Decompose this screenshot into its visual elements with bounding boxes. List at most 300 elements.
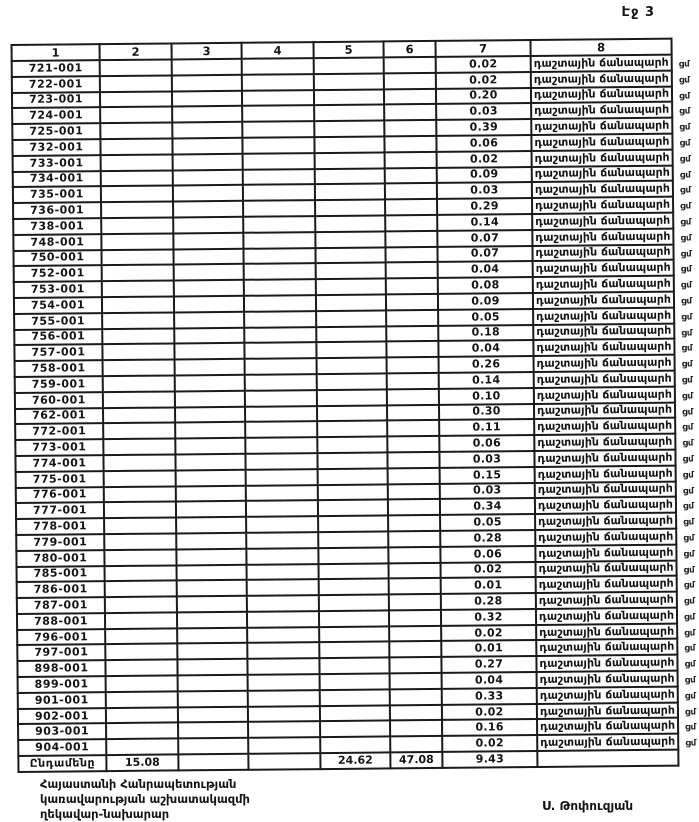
empty-cell	[320, 673, 390, 689]
empty-cell	[106, 691, 178, 707]
empty-cell	[174, 296, 244, 312]
row-code: 762-001	[15, 408, 103, 425]
empty-cell	[174, 343, 244, 359]
empty-cell	[177, 627, 247, 643]
empty-cell	[178, 706, 248, 722]
empty-cell	[246, 469, 318, 485]
empty-cell	[320, 737, 390, 753]
empty-cell	[177, 643, 247, 659]
row-value: 0.28	[441, 593, 536, 610]
row-road-label	[536, 576, 695, 593]
row-code: 773-001	[15, 439, 103, 456]
edge-fragment: ցմ	[682, 470, 694, 481]
empty-cell	[314, 136, 384, 152]
empty-cell	[384, 120, 436, 136]
edge-fragment: ցմ	[680, 264, 692, 275]
empty-cell	[105, 565, 177, 581]
empty-cell	[247, 564, 319, 580]
empty-cell	[100, 138, 172, 154]
row-road-label	[534, 418, 694, 435]
edge-fragment: ցմ	[680, 280, 692, 291]
footer-line-1: Հայաստանի Հանրապետության	[40, 777, 237, 791]
empty-cell	[314, 57, 384, 73]
edge-fragment: ցմ	[685, 738, 697, 749]
total-col6: 47.08	[390, 752, 442, 768]
edge-fragment: ցմ	[684, 707, 696, 718]
empty-cell	[315, 231, 385, 247]
road-label-text: դաշտային ճանապարհ	[533, 55, 669, 70]
row-value: 0.01	[441, 640, 536, 657]
row-value: 0.01	[441, 577, 536, 594]
empty-cell	[314, 121, 384, 137]
row-value: 0.18	[438, 325, 533, 342]
empty-cell	[318, 500, 388, 516]
road-label-text: դաշտային ճանապարհ	[538, 608, 675, 623]
empty-cell	[177, 659, 247, 675]
row-code: 759-001	[15, 376, 103, 393]
row-code: 899-001	[18, 676, 106, 693]
empty-cell	[390, 689, 442, 705]
road-label-text: դաշտային ճանապարհ	[536, 339, 672, 355]
empty-cell	[104, 470, 176, 486]
edge-fragment: ցմ	[684, 643, 696, 655]
edge-fragment: ցմ	[684, 675, 696, 686]
row-road-label	[536, 608, 696, 625]
edge-fragment: ցմ	[684, 659, 696, 670]
edge-fragment: ցմ	[682, 485, 694, 497]
row-value: 0.29	[437, 198, 532, 215]
road-label-text: դաշտային ճանապարհ	[537, 482, 673, 497]
empty-cell	[314, 105, 384, 121]
row-value: 0.28	[440, 530, 535, 547]
empty-cell	[104, 533, 176, 549]
row-road-label	[535, 544, 695, 561]
empty-cell	[178, 754, 248, 770]
empty-cell	[176, 469, 246, 485]
empty-cell	[247, 627, 319, 643]
row-value: 0.06	[440, 546, 535, 563]
empty-cell	[385, 168, 437, 184]
empty-cell	[244, 342, 316, 358]
empty-cell	[246, 548, 318, 564]
empty-cell	[173, 233, 243, 249]
edge-fragment: ցմ	[681, 375, 693, 386]
empty-cell	[247, 643, 319, 659]
row-code: 724-001	[12, 108, 100, 125]
row-road-label	[533, 292, 693, 309]
row-road-label	[532, 213, 692, 230]
row-road-label	[536, 592, 695, 609]
edge-fragment: ցմ	[680, 233, 692, 244]
empty-cell	[173, 201, 243, 217]
road-label-text: դաշտային ճանապարհ	[535, 197, 671, 213]
empty-cell	[242, 105, 314, 121]
empty-cell	[386, 294, 438, 310]
empty-cell	[316, 263, 386, 279]
empty-cell	[248, 674, 320, 690]
empty-cell	[245, 374, 317, 390]
empty-cell	[102, 344, 174, 360]
empty-cell	[175, 375, 245, 391]
row-value: 0.39	[436, 119, 531, 136]
empty-cell	[176, 485, 246, 501]
empty-cell	[246, 500, 318, 516]
empty-cell	[174, 312, 244, 328]
empty-cell	[243, 153, 315, 169]
row-road-label	[532, 244, 692, 261]
row-code: 757-001	[14, 344, 102, 361]
row-value: 0.04	[438, 340, 533, 357]
edge-fragment: ցմ	[683, 549, 695, 560]
empty-cell	[242, 58, 314, 74]
empty-cell	[386, 341, 438, 357]
edge-fragment: ցմ	[683, 580, 695, 591]
empty-cell	[106, 723, 178, 739]
empty-cell	[317, 421, 387, 437]
row-code: 750-001	[13, 250, 101, 267]
empty-cell	[172, 138, 242, 154]
empty-cell	[102, 281, 174, 297]
empty-cell	[390, 720, 442, 736]
edge-fragment: ցմ	[681, 343, 693, 354]
row-value: 0.14	[437, 214, 532, 231]
empty-cell	[385, 199, 437, 215]
row-code: 760-001	[15, 392, 103, 409]
row-road-label	[531, 86, 691, 103]
road-label-text: դաշտային ճանապարհ	[534, 102, 670, 118]
row-code: 901-001	[18, 692, 106, 709]
empty-cell	[102, 296, 174, 312]
row-road-label	[536, 655, 696, 672]
empty-cell	[172, 122, 242, 138]
road-label-text: դաշտային ճանապարհ	[533, 71, 669, 86]
road-label-text: դաշտային ճանապարհ	[535, 276, 671, 292]
row-code: 755-001	[14, 313, 102, 330]
empty-cell	[173, 185, 243, 201]
col-header-4: 4	[242, 42, 314, 59]
empty-cell	[387, 420, 439, 436]
empty-cell	[314, 73, 384, 89]
empty-cell	[317, 358, 387, 374]
empty-cell	[106, 707, 178, 723]
road-label-text: դաշտային ճանապարհ	[535, 213, 671, 228]
row-road-label	[531, 70, 690, 87]
road-label-text: դաշտային ճանապարհ	[538, 513, 674, 528]
empty-cell	[315, 168, 385, 184]
row-code: 722-001	[12, 76, 100, 93]
col-header-1: 1	[12, 44, 100, 61]
empty-cell	[177, 596, 247, 612]
empty-cell	[245, 390, 317, 406]
road-label-text: դաշտային ճանապարհ	[537, 466, 673, 481]
row-code: 725-001	[12, 123, 100, 140]
empty-cell	[385, 231, 437, 247]
empty-cell	[387, 452, 439, 468]
road-label-text: դաշտային ճանապարհ	[539, 655, 675, 671]
row-code: 797-001	[17, 645, 105, 662]
empty-cell	[389, 594, 441, 610]
row-road-label	[536, 623, 696, 640]
edge-fragment: ցմ	[681, 312, 693, 323]
road-label-text: դաշտային ճանապարհ	[536, 387, 672, 402]
empty-cell	[387, 373, 439, 389]
empty-cell	[105, 644, 177, 660]
empty-cell	[178, 722, 248, 738]
empty-cell	[172, 106, 242, 122]
row-value: 0.02	[437, 151, 532, 168]
empty-cell	[389, 626, 441, 642]
row-road-label	[534, 434, 694, 451]
empty-cell	[177, 580, 247, 596]
empty-cell	[385, 152, 437, 168]
empty-cell	[537, 750, 678, 767]
row-road-label	[531, 118, 691, 135]
empty-cell	[317, 452, 387, 468]
empty-cell	[242, 74, 314, 90]
row-code: 736-001	[13, 202, 101, 219]
road-label-text: դաշտային ճանապարհ	[537, 434, 673, 449]
row-road-label	[537, 702, 696, 719]
road-label-text: դաշտային ճանապարհ	[535, 292, 672, 307]
row-code: 756-001	[14, 329, 102, 346]
row-value: 0.02	[442, 735, 537, 752]
empty-cell	[316, 294, 386, 310]
empty-cell	[176, 533, 246, 549]
empty-cell	[102, 265, 174, 281]
empty-cell	[388, 483, 440, 499]
empty-cell	[388, 468, 440, 484]
row-road-label	[537, 718, 697, 735]
col-header-7: 7	[435, 40, 530, 57]
empty-cell	[101, 202, 173, 218]
empty-cell	[247, 611, 319, 627]
road-label-text: դաշտային ճանապարհ	[538, 545, 674, 560]
empty-cell	[245, 358, 317, 374]
empty-cell	[389, 562, 441, 578]
road-label-text: դաշտային ճանապարհ	[540, 719, 676, 734]
empty-cell	[319, 579, 389, 595]
edge-fragment: ցմ	[681, 391, 693, 402]
road-label-text: դաշտային ճանապարհ	[539, 624, 675, 639]
footer-line-3: ղեկավար-նախարար	[40, 807, 170, 821]
empty-cell	[319, 563, 389, 579]
empty-cell	[103, 391, 175, 407]
page-number: Էջ 3	[621, 5, 655, 20]
row-value: 0.02	[436, 56, 531, 73]
edge-fragment: ցմ	[681, 359, 693, 370]
empty-cell	[101, 186, 173, 202]
empty-cell	[386, 262, 438, 278]
road-label-text: դաշտային ճանապարհ	[540, 734, 676, 750]
row-code: 785-001	[17, 566, 105, 583]
edge-fragment: ցմ	[678, 75, 690, 86]
empty-cell	[318, 484, 388, 500]
row-code: 774-001	[15, 455, 103, 472]
row-code: 788-001	[17, 613, 105, 630]
empty-cell	[106, 676, 178, 692]
empty-cell	[105, 660, 177, 676]
empty-cell	[103, 439, 175, 455]
col-header-5: 5	[313, 41, 383, 58]
row-code: 777-001	[16, 502, 104, 519]
edge-fragment: ցմ	[680, 201, 692, 212]
empty-cell	[104, 486, 176, 502]
empty-cell	[173, 154, 243, 170]
empty-cell	[318, 547, 388, 563]
empty-cell	[177, 612, 247, 628]
row-value: 0.09	[437, 167, 532, 184]
col-header-8: 8	[530, 39, 671, 56]
row-value: 0.16	[442, 719, 537, 736]
row-road-label	[531, 134, 691, 151]
row-code: 732-001	[12, 139, 100, 156]
empty-cell	[245, 406, 317, 422]
row-value: 0.32	[441, 609, 536, 626]
empty-cell	[103, 454, 175, 470]
empty-cell	[242, 121, 314, 137]
edge-fragment: ցմ	[682, 407, 694, 418]
empty-cell	[316, 310, 386, 326]
row-value: 0.02	[436, 72, 531, 89]
row-code: 786-001	[17, 581, 105, 598]
total-col2: 15.08	[106, 755, 178, 771]
empty-cell	[101, 233, 173, 249]
row-value: 0.04	[438, 261, 533, 278]
row-value: 0.26	[439, 356, 534, 373]
road-label-text: դաշտային ճանապարհ	[539, 687, 675, 702]
empty-cell	[175, 359, 245, 375]
empty-cell	[386, 278, 438, 294]
row-value: 0.07	[437, 230, 532, 247]
row-road-label	[537, 734, 697, 751]
row-road-label	[534, 371, 693, 388]
empty-cell	[175, 406, 245, 422]
col-header-3: 3	[172, 43, 242, 60]
row-code: 904-001	[18, 739, 106, 756]
empty-cell	[100, 91, 172, 107]
edge-fragment: ցմ	[685, 722, 697, 734]
empty-cell	[101, 249, 173, 265]
road-label-text: դաշտային ճանապարհ	[535, 229, 671, 244]
road-label-text: դաշտային ճանապարհ	[536, 403, 673, 418]
empty-cell	[320, 721, 390, 737]
empty-cell	[387, 436, 439, 452]
empty-cell	[172, 59, 242, 75]
edge-fragment: ցմ	[682, 454, 694, 465]
row-code: 898-001	[17, 660, 105, 677]
row-code: 738-001	[13, 218, 101, 235]
row-code: 780-001	[16, 550, 104, 567]
row-value: 0.05	[438, 309, 533, 326]
empty-cell	[102, 328, 174, 344]
empty-cell	[103, 360, 175, 376]
empty-cell	[384, 57, 436, 73]
empty-cell	[178, 675, 248, 691]
empty-cell	[384, 104, 436, 120]
empty-cell	[315, 184, 385, 200]
empty-cell	[248, 706, 320, 722]
empty-cell	[315, 152, 385, 168]
empty-cell	[384, 136, 436, 152]
edge-fragment: ցմ	[681, 296, 693, 307]
empty-cell	[105, 612, 177, 628]
empty-cell	[105, 628, 177, 644]
empty-cell	[248, 722, 320, 738]
empty-cell	[316, 279, 386, 295]
edge-fragment: ցմ	[683, 517, 695, 528]
row-value: 0.02	[442, 704, 537, 721]
empty-cell	[178, 691, 248, 707]
row-road-label	[537, 687, 696, 704]
row-road-label	[533, 339, 693, 356]
road-label-text: դաշտային ճանապարհ	[538, 561, 674, 576]
empty-cell	[385, 246, 437, 262]
edge-fragment: ցմ	[682, 501, 695, 512]
empty-cell	[319, 595, 389, 611]
empty-cell	[174, 327, 244, 343]
empty-cell	[317, 389, 387, 405]
row-code: 758-001	[15, 360, 103, 377]
edge-fragment: ցմ	[682, 438, 694, 449]
road-label-text: դաշտային ճանապարհ	[539, 671, 675, 686]
row-value: 0.14	[439, 372, 534, 389]
road-label-text: դաշտային ճանապարհ	[539, 703, 675, 718]
row-value: 0.02	[440, 562, 535, 579]
road-label-text: դաշտային ճանապարհ	[536, 324, 672, 339]
empty-cell	[243, 184, 315, 200]
road-label-text: դաշտային ճանապարհ	[535, 245, 671, 260]
row-code: 776-001	[16, 487, 104, 504]
row-value: 0.27	[441, 656, 536, 673]
empty-cell	[246, 516, 318, 532]
edge-fragment: ցմ	[683, 596, 695, 607]
empty-cell	[101, 154, 173, 170]
col-header-2: 2	[100, 43, 172, 60]
empty-cell	[243, 200, 315, 216]
empty-cell	[178, 738, 248, 754]
footer-line-2: կառավարության աշխատակազմի	[40, 792, 250, 806]
empty-cell	[319, 658, 389, 674]
edge-fragment: ցմ	[681, 328, 693, 339]
row-code: 903-001	[18, 724, 106, 741]
row-code: 779-001	[16, 534, 104, 551]
empty-cell	[318, 531, 388, 547]
row-road-label	[532, 149, 691, 166]
empty-cell	[102, 312, 174, 328]
row-code: 754-001	[14, 297, 102, 314]
empty-cell	[100, 59, 172, 75]
row-road-label	[536, 639, 696, 656]
empty-cell	[174, 264, 244, 280]
empty-cell	[176, 501, 246, 517]
row-value: 0.34	[440, 498, 535, 515]
empty-cell	[317, 405, 387, 421]
row-value: 0.03	[439, 451, 534, 468]
row-value: 0.06	[436, 135, 531, 152]
empty-cell	[242, 137, 314, 153]
signature-name: Ս. Թոփուզյան	[542, 799, 634, 813]
road-label-text: դաշտային ճանապարհ	[537, 450, 673, 465]
empty-cell	[106, 739, 178, 755]
row-road-label	[534, 402, 694, 419]
edge-fragment: ցմ	[679, 91, 691, 102]
empty-cell	[384, 73, 436, 89]
road-label-text: դաշտային ճանապարհ	[534, 166, 670, 181]
empty-cell	[176, 548, 246, 564]
empty-cell	[317, 373, 387, 389]
row-code: 778-001	[16, 518, 104, 535]
empty-cell	[243, 248, 315, 264]
